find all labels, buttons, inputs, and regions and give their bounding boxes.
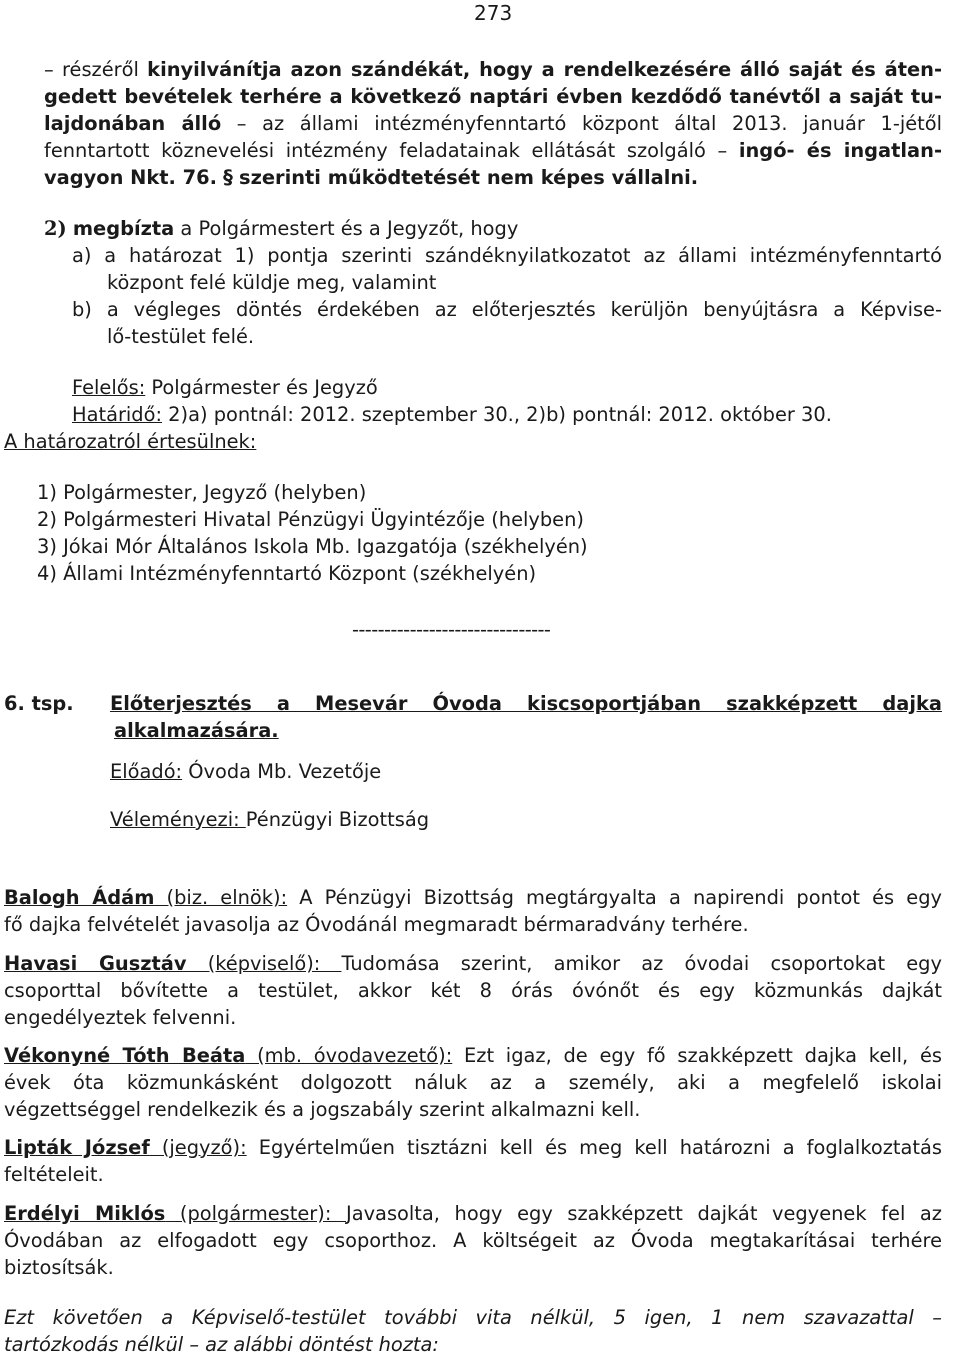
- presenter-line: [110, 758, 381, 785]
- section-sign: §: [223, 166, 233, 189]
- speaker-name: Erdélyi Miklós: [4, 1202, 166, 1225]
- intro-bold-text: lajdonában álló: [44, 112, 222, 135]
- speech-liptak-line-2: feltételeit.: [4, 1163, 104, 1186]
- intro-text: fenntartott köznevelési intézmény feladatainak ellátását szolgáló: [44, 139, 706, 162]
- agenda-number: [4, 690, 74, 717]
- notified-item: 4) Állami Intézményfenntartó Központ (székhelyén): [37, 562, 537, 585]
- intro-line-2: [44, 83, 942, 110]
- speaker-name: Lipták József: [4, 1136, 150, 1159]
- point-2-heading: [44, 215, 518, 242]
- agenda-number-text: 6. tsp.: [4, 692, 74, 715]
- speech-erdelyi-line-3: biztosítsák.: [4, 1256, 114, 1279]
- speaker-role: (mb. óvodavezető):: [245, 1044, 453, 1067]
- responsible-line: [72, 374, 378, 401]
- speaker-role: (jegyző):: [149, 1136, 247, 1159]
- speech-balogh-line-2: fő dajka felvételét javasolja az Óvodánál megmaradt bérmaradvány terhére.: [4, 913, 749, 936]
- speech-vekonyne-line-2: évek óta közmunkásként dolgozott náluk az a személy, aki a megfelelő iskolai: [4, 1071, 942, 1094]
- point-number: 2): [44, 217, 67, 240]
- speaker-name: Vékonyné Tóth Beáta: [4, 1044, 246, 1067]
- intro-bold-text: kinyilvánítja azon szándékát, hogy a rendelkezésére álló saját és áten-: [147, 58, 942, 81]
- speech-liptak-line-1: [4, 1134, 942, 1161]
- agenda-title-line-1: [110, 690, 942, 717]
- deadline-label: Határidő:: [72, 403, 163, 426]
- point-2b-line-1: b) a végleges döntés érdekében az előterjesztés kerüljön benyújtásra a Képvise-: [72, 298, 942, 321]
- speaker-role: (képviselő):: [186, 952, 342, 975]
- speech-havasi-line-1: [4, 950, 942, 977]
- deadline-line: [72, 401, 832, 428]
- intro-bold-text: szerinti működtetését nem képes vállalni.: [239, 166, 699, 189]
- speech-text: Ezt igaz, de egy fő szakképzett dajka kell, és: [452, 1044, 942, 1067]
- point-2b-line-2: lő-testület felé.: [107, 325, 255, 348]
- point-text: a Polgármestert és a Jegyzőt, hogy: [174, 217, 519, 240]
- speech-text: Javasolta, hogy egy szakképzett dajkát vegyenek fel az: [345, 1202, 942, 1225]
- intro-line-5: [44, 164, 698, 191]
- speech-balogh-line-1: [4, 884, 942, 911]
- speech-erdelyi-line-1: [4, 1200, 942, 1227]
- notified-item: 3) Jókai Mór Általános Iskola Mb. Igazgatója (székhelyén): [37, 535, 588, 558]
- speaker-name: Balogh Ádám: [4, 886, 155, 909]
- reviewer-line: [110, 806, 429, 833]
- intro-bold-text: gedett bevételek terhére a következő naptári évben kezdődő tanévtől a saját tu-: [44, 85, 942, 108]
- presenter-value: Óvoda Mb. Vezetője: [182, 760, 382, 783]
- agenda-title-text: Előterjesztés a Mesevár Óvoda kiscsoportjában szakképzett dajka: [110, 692, 942, 715]
- notified-item: 2) Polgármesteri Hivatal Pénzügyi Ügyintézője (helyben): [37, 508, 584, 531]
- speech-erdelyi-line-2: Óvodában az elfogadott egy csoporthoz. A költségeit az Óvoda megtakarításai terhére: [4, 1229, 942, 1252]
- point-2a-line-2: központ felé küldje meg, valamint: [107, 271, 437, 294]
- intro-line-4: [44, 137, 942, 164]
- closing-line-2: tartózkodás nélkül – az alábbi döntést hozta:: [4, 1333, 439, 1356]
- intro-bold-text: vagyon Nkt. 76.: [44, 166, 217, 189]
- speech-havasi-line-3: engedélyeztek felvenni.: [4, 1006, 237, 1029]
- notified-title-text: A határozatról értesülnek:: [4, 430, 257, 453]
- dash: –: [236, 112, 247, 135]
- reviewer-label: Véleményezi:: [110, 808, 246, 831]
- speech-text: A Pénzügyi Bizottság megtárgyalta a napirendi pontot és egy: [287, 886, 942, 909]
- deadline-value: 2)a) pontnál: 2012. szeptember 30., 2)b) pontnál: 2012. október 30.: [162, 403, 832, 426]
- reviewer-value: Pénzügyi Bizottság: [245, 808, 430, 831]
- responsible-value: Polgármester és Jegyző: [145, 376, 378, 399]
- intro-line-1: [44, 56, 942, 83]
- speaker-role: (biz. elnök):: [154, 886, 288, 909]
- page-number: 273: [474, 1, 513, 25]
- agenda-title-text: alkalmazására.: [114, 719, 279, 742]
- speech-havasi-line-2: csoporttal bővítette a testület, akkor két 8 órás óvónőt és egy közmunkás dajkát: [4, 979, 942, 1002]
- intro-text: – részéről: [44, 58, 148, 81]
- notified-item: 1) Polgármester, Jegyző (helyben): [37, 481, 367, 504]
- speaker-name: Havasi Gusztáv: [4, 952, 187, 975]
- point-2a-line-1: a) a határozat 1) pontja szerinti szándéknyilatkozatot az állami intézményfenntartó: [72, 244, 942, 267]
- closing-line-1: Ezt követően a Képviselő-testület további vita nélkül, 5 igen, 1 nem szavazattal –: [4, 1306, 942, 1329]
- notified-title: [4, 428, 256, 455]
- agenda-title-line-2: [114, 717, 279, 744]
- intro-bold-text: ingó- és ingatlan-: [738, 139, 942, 162]
- speech-text: Tudomása szerint, amikor az óvodai csoportokat egy: [341, 952, 942, 975]
- speech-vekonyne-line-3: végzettséggel rendelkezik és a jogszabály szerint alkalmazni kell.: [4, 1098, 641, 1121]
- speech-vekonyne-line-1: [4, 1042, 942, 1069]
- intro-line-3: [44, 110, 942, 137]
- speaker-role: (polgármester):: [165, 1202, 346, 1225]
- separator-line: -------------------------------: [352, 618, 551, 641]
- point-verb: megbízta: [72, 217, 175, 240]
- dash: –: [717, 139, 728, 162]
- speech-text: Egyértelműen tisztázni kell és meg kell határozni a foglalkoztatás: [246, 1136, 942, 1159]
- intro-text: az állami intézményfenntartó központ által 2013. január 1-jétől: [262, 112, 942, 135]
- responsible-label: Felelős:: [72, 376, 146, 399]
- presenter-label: Előadó:: [110, 760, 183, 783]
